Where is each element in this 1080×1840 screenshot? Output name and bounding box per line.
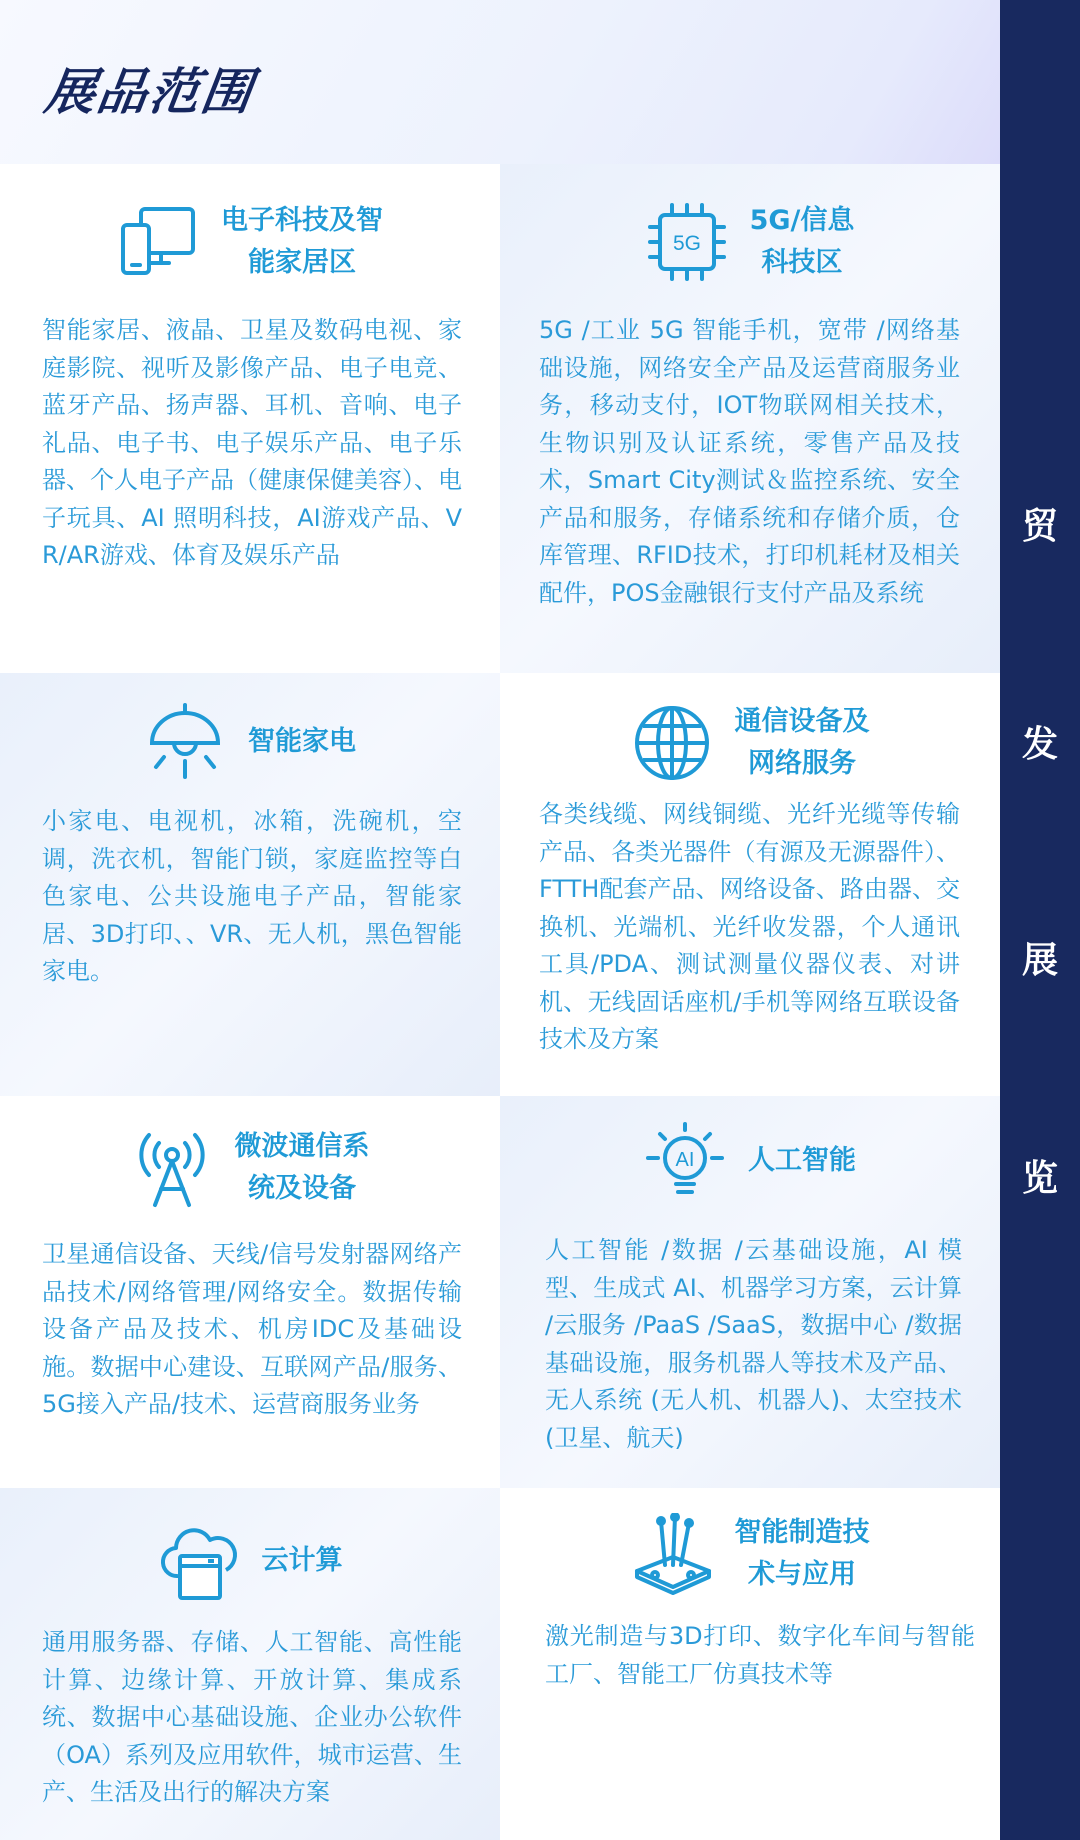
category-title: 云计算 [261, 1545, 343, 1576]
ai-bulb-icon [644, 1120, 726, 1202]
category-title: 人工智能 [748, 1145, 856, 1176]
category-card-electronics [0, 164, 500, 673]
category-description: 人工智能 /数据 /云基础设施，AI 模型、生成式 AI、机器学习方案，云计算 /云服务 /PaaS /SaaS，数据中心 /数据基础设施，服务机器人等技术及产品、无人系统 (无人机、机器人)、太空技术 (卫星、航天) [545, 1236, 962, 1452]
category-card-5g [500, 164, 1000, 673]
category-card-manufacturing [500, 1488, 1000, 1840]
category-card-home-appliances [0, 673, 500, 1096]
category-title: 5G/信息 科技区 [749, 205, 855, 278]
page-title: 展品范围 [41, 63, 258, 121]
cloud-server-icon [158, 1520, 240, 1602]
category-description: 5G /工业 5G 智能手机，宽带 /网络基础设施，网络安全产品及运营商服务业务，移动支付，IOT物联网相关技术，生物识别及认证系统，零售产品及技术，Smart City测试＆监控系统、安全产品和服务，存储系统和存储介质，仓库管理、RFID技术，打印机耗材及相关配件，POS金融银行支付产品及系统 [539, 316, 960, 607]
category-title: 通信设备及 网络服务 [734, 706, 870, 779]
antenna-tower-icon [131, 1127, 213, 1209]
ceiling-lamp-icon [144, 701, 226, 783]
sidebar-char: 览 [1021, 1158, 1058, 1199]
sidebar-char: 发 [1021, 724, 1058, 765]
5g-chip-icon [646, 201, 728, 283]
category-title: 智能家电 [248, 726, 356, 757]
manufacturing-icon [631, 1513, 713, 1595]
category-description: 小家电、电视机，冰箱，洗碗机，空调，洗衣机，智能门锁，家庭监控等白色家电、公共设施电子产品，智能家居、3D打印、、VR、无人机，黑色智能家电。 [42, 807, 462, 985]
category-description: 智能家居、液晶、卫星及数码电视、家庭影院、视听及影像产品、电子电竞、蓝牙产品、扬声器、耳机、音响、电子礼品、电子书、电子娱乐产品、电子乐器、个人电子产品（健康保健美容）、电子玩具、AI 照明科技，AI游戏产品、VR/AR游戏、体育及娱乐产品 [42, 316, 462, 569]
category-description: 各类线缆、网线铜缆、光纤光缆等传输产品、各类光器件（有源及无源器件）、FTTH配套产品、网络设备、路由器、交换机、光端机、光纤收发器，个人通讯工具/PDA、测试测量仪器仪表、对讲机、无线固话座机/手机等网络互联设备技术及方案 [539, 800, 960, 1053]
svg-text:AI: AI [675, 1149, 695, 1171]
sidebar-char: 展 [1021, 940, 1058, 981]
category-title: 智能制造技 术与应用 [734, 1517, 870, 1590]
svg-text:5G: 5G [672, 232, 701, 255]
category-title: 微波通信系 统及设备 [234, 1131, 370, 1204]
globe-icon [631, 702, 713, 784]
category-card-cloud [0, 1488, 500, 1840]
sidebar [1000, 0, 1080, 1840]
category-description: 通用服务器、存储、人工智能、高性能计算、边缘计算、开放计算、集成系统、数据中心基础设施、企业办公软件（OA）系列及应用软件，城市运营、生产、生活及出行的解决方案 [42, 1628, 462, 1806]
category-card-communication [500, 673, 1000, 1096]
sidebar-char: 贸 [1021, 506, 1058, 547]
devices-icon [117, 201, 199, 283]
category-card-microwave [0, 1096, 500, 1488]
category-title: 电子科技及智 能家居区 [221, 205, 383, 278]
category-description: 激光制造与3D打印、数字化车间与智能工厂、智能工厂仿真技术等 [545, 1622, 975, 1688]
header [0, 0, 1000, 164]
category-description: 卫星通信设备、天线/信号发射器网络产品技术/网络管理/网络安全。数据传输设备产品及技术、机房IDC及基础设施。数据中心建设、互联网产品/服务、5G接入产品/技术、运营商服务业务 [42, 1240, 462, 1418]
category-card-ai [500, 1096, 1000, 1488]
